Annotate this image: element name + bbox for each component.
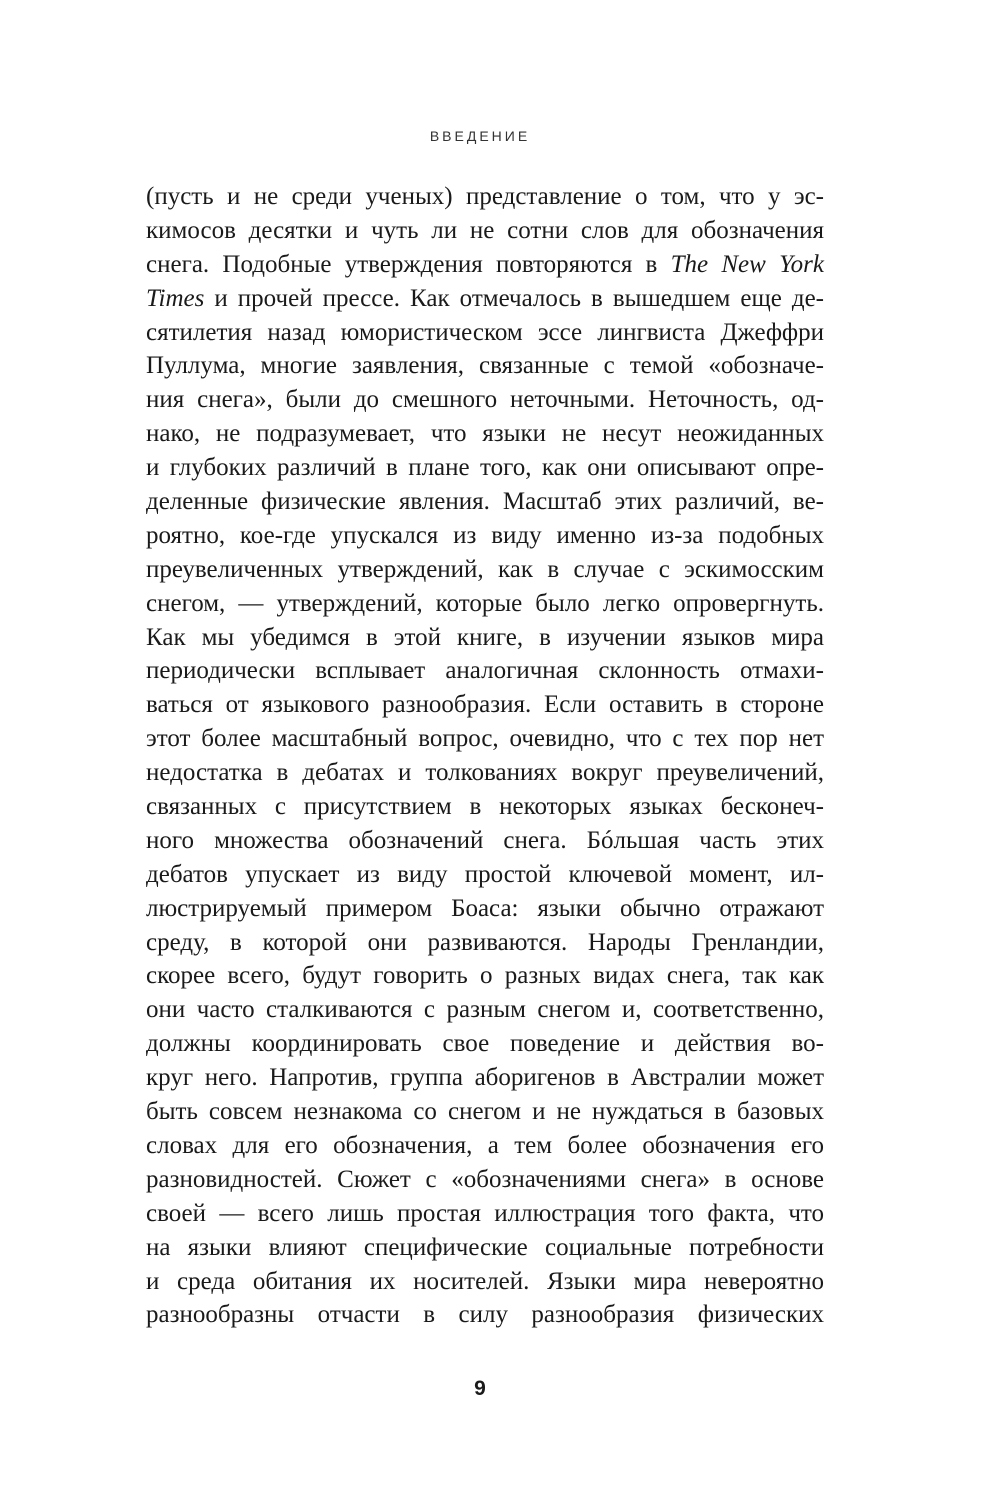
text-line: Пуллума, многие заявления, связанные с темой «обозначе-	[146, 352, 824, 380]
text-line	[146, 248, 824, 282]
running-head: ВВЕДЕНИЕ	[429, 128, 531, 144]
text-segment: снега. Подобные утверждения повторяются в	[146, 250, 658, 278]
text-line: снегом, — утверждений, которые было легко опровергнуть.	[146, 589, 824, 617]
text-line: дебатов упускает из виду простой ключевой момент, ил-	[146, 860, 824, 888]
text-line: нако, не подразумевает, что языки не несут неожиданных	[146, 420, 824, 448]
text-line: разнообразны отчасти в силу разнообразия физических	[146, 1301, 824, 1329]
text-line: словах для его обозначения, а тем более обозначения его	[146, 1131, 824, 1159]
text-line: разновидностей. Сюжет с «обозначениями снега» в основе	[146, 1165, 824, 1193]
text-line: среду, в которой они развиваются. Народы Гренландии,	[146, 928, 824, 956]
text-line: ваться от языкового разнообразия. Если оставить в стороне	[146, 691, 824, 719]
text-line: Как мы убедимся в этой книге, в изучении языков мира	[146, 623, 824, 651]
text-line: своей — всего лишь простая иллюстрация того факта, что	[146, 1199, 824, 1227]
text-line: скорее всего, будут говорить о разных видах снега, так как	[146, 962, 824, 990]
text-line: круг него. Напротив, группа аборигенов в Австралии может	[146, 1064, 824, 1092]
text-line: этот более масштабный вопрос, очевидно, что с тех пор нет	[146, 725, 824, 753]
body-text	[146, 180, 824, 1332]
text-line: и среда обитания их носителей. Языки мира невероятно	[146, 1267, 824, 1295]
text-line: роятно, кое-где упускался из виду именно из-за подобных	[146, 521, 824, 549]
text-line: (пусть и не среди ученых) представление о том, что у эс-	[146, 183, 824, 210]
text-line: люстрируемый примером Боаса: языки обычно отражают	[146, 894, 824, 922]
text-line: недостатка в дебатах и толкованиях вокруг преувеличений,	[146, 759, 824, 787]
text-line: сятилетия назад юмористическом эссе лингвиста Джеффри	[146, 318, 824, 346]
text-line: на языки влияют специфические социальные потребности	[146, 1233, 824, 1261]
text-line: периодически всплывает аналогичная склонность отмахи-	[146, 657, 824, 685]
publication-title: Times	[146, 284, 205, 312]
text-line: преувеличенных утверждений, как в случае с эскимосским	[146, 555, 824, 583]
text-line: ного множества обозначений снега. Бóльшая часть этих	[146, 826, 824, 854]
text-line: ния снега», были до смешного неточными. Неточность, од-	[146, 386, 824, 414]
text-line: должны координировать свое поведение и действия во-	[146, 1030, 824, 1058]
text-line: деленные физические явления. Масштаб этих различий, ве-	[146, 488, 824, 516]
text-line: связанных с присутствием в некоторых языках бесконеч-	[146, 793, 824, 821]
text-line: кимосов десятки и чуть ли не сотни слов для обозначения	[146, 216, 824, 244]
page-number: 9	[474, 1377, 486, 1400]
text-line: быть совсем незнакома со снегом и не нуждаться в базовых	[146, 1098, 824, 1126]
text-line: они часто сталкиваются с разным снегом и, соответственно,	[146, 996, 824, 1024]
publication-title: The New York	[670, 250, 825, 278]
text-line: и глубоких различий в плане того, как они описывают опре-	[146, 454, 824, 482]
text-line	[146, 282, 824, 316]
text-segment: и прочей прессе. Как отмечалось в вышедшем еще де-	[214, 284, 824, 312]
